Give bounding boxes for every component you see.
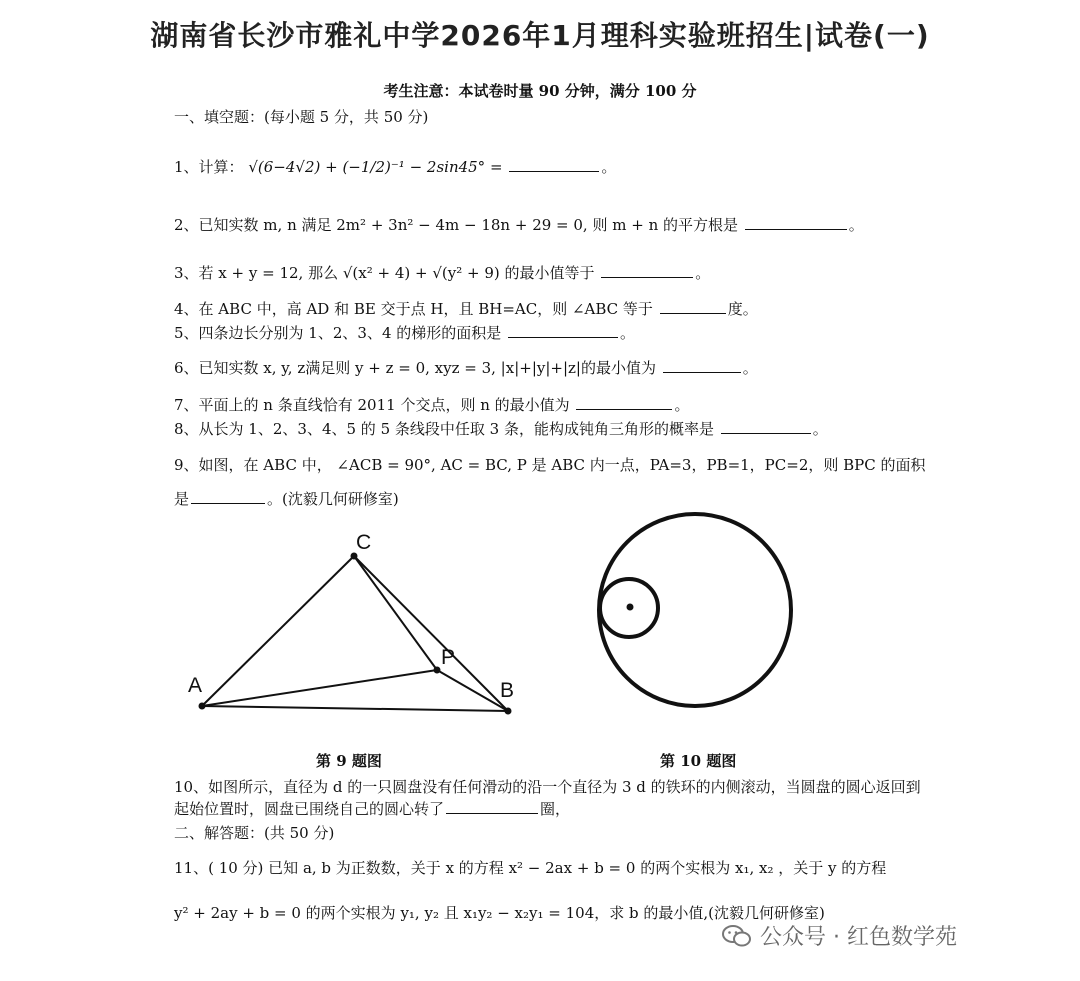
section-2-heading: 二、解答题：(共 50 分) bbox=[174, 824, 335, 842]
question-8-text: 8、从长为 1、2、3、4、5 的 5 条线段中任取 3 条，能构成钝角三角形的概率是 bbox=[174, 420, 714, 438]
question-10-line-2 bbox=[174, 798, 570, 819]
question-3-end: 。 bbox=[695, 264, 711, 282]
label-A: A bbox=[188, 674, 203, 697]
point-B bbox=[505, 708, 512, 715]
question-3 bbox=[174, 262, 710, 283]
point-P bbox=[434, 667, 441, 674]
question-11-line-1: 11、( 10 分) 已知 a, b 为正数数，关于 x 的方程 x² − 2ax + b = 0 的两个实根为 x₁, x₂ ，关于 y 的方程 bbox=[174, 859, 887, 877]
watermark bbox=[722, 920, 957, 951]
question-5 bbox=[174, 322, 635, 343]
question-9-line-1: 9、如图，在 ABC 中， ∠ACB = 90°, AC = BC, P 是 ABC 内一点，PA=3，PB=1，PC=2，则 BPC 的面积 bbox=[174, 456, 926, 474]
answer-blank bbox=[601, 263, 693, 278]
exam-notice: 考生注意：本试卷时量 90 分钟，满分 100 分 bbox=[383, 82, 697, 100]
answer-blank bbox=[509, 157, 599, 172]
segment-AB bbox=[202, 706, 508, 711]
question-3-text: 3、若 x + y = 12, 那么 √(x² + 4) + √(y² + 9) 的最小值等于 bbox=[174, 264, 595, 282]
section-1-heading: 一、填空题：(每小题 5 分，共 50 分) bbox=[174, 108, 429, 126]
question-1-end: 。 bbox=[601, 158, 617, 176]
segment-AC bbox=[202, 556, 354, 706]
label-P: P bbox=[441, 646, 456, 669]
figure-9-caption: 第 9 题图 bbox=[316, 752, 382, 770]
question-2 bbox=[174, 214, 864, 235]
question-9-source: 。(沈毅几何研修室) bbox=[267, 490, 399, 508]
segment-CB bbox=[354, 556, 508, 711]
question-10-line-1: 10、如图所示，直径为 d 的一只圆盘没有任何滑动的沿一个直径为 3 d 的铁环的内侧滚动，当圆盘的圆心返回到 bbox=[174, 778, 921, 796]
question-4-end: 度。 bbox=[727, 300, 758, 318]
wechat-icon bbox=[722, 925, 752, 947]
question-5-text: 5、四条边长分别为 1、2、3、4 的梯形的面积是 bbox=[174, 324, 502, 342]
disc-center bbox=[627, 604, 634, 611]
question-4 bbox=[174, 298, 758, 319]
question-1-expression: √(6−4√2) + (−1/2)⁻¹ − 2sin45° = bbox=[248, 158, 503, 176]
question-1-label: 1、计算： bbox=[174, 158, 244, 176]
question-4-text: 4、在 ABC 中，高 AD 和 BE 交于点 H，且 BH=AC，则 ∠ABC 等于 bbox=[174, 300, 653, 318]
question-9-answer-label: 是 bbox=[174, 490, 190, 508]
answer-blank bbox=[191, 489, 265, 504]
question-10-text: 起始位置时，圆盘已围绕自己的圆心转了 bbox=[174, 800, 445, 818]
answer-blank bbox=[721, 419, 811, 434]
outer-ring bbox=[599, 514, 791, 706]
question-6-end: 。 bbox=[742, 359, 758, 377]
question-11-line-2: y² + 2ay + b = 0 的两个实根为 y₁, y₂ 且 x₁y₂ − x₂y₁ = 104，求 b 的最小值,(沈毅几何研修室) bbox=[174, 904, 825, 922]
question-7-text: 7、平面上的 n 条直线恰有 2011 个交点，则 n 的最小值为 bbox=[174, 396, 570, 414]
answer-blank bbox=[576, 395, 672, 410]
question-1 bbox=[174, 156, 616, 177]
question-6 bbox=[174, 357, 758, 378]
figure-9-triangle bbox=[180, 530, 520, 730]
label-B: B bbox=[500, 679, 515, 702]
label-C: C bbox=[356, 531, 372, 554]
question-7 bbox=[174, 394, 689, 415]
question-5-end: 。 bbox=[620, 324, 636, 342]
answer-blank bbox=[745, 215, 847, 230]
answer-blank bbox=[663, 358, 741, 373]
question-6-text: 6、已知实数 x, y, z满足则 y + z = 0, xyz = 3, |x|+|y|+|z|的最小值为 bbox=[174, 359, 656, 377]
page-title: 湖南省长沙市雅礼中学2026年1月理科实验班招生|试卷(一) bbox=[150, 19, 930, 52]
question-7-end: 。 bbox=[674, 396, 690, 414]
segment-AP bbox=[202, 670, 437, 706]
answer-blank bbox=[660, 299, 726, 314]
question-10-end: 圈， bbox=[540, 800, 571, 818]
answer-blank bbox=[508, 323, 618, 338]
question-2-end: 。 bbox=[848, 216, 864, 234]
answer-blank bbox=[446, 799, 538, 814]
question-8 bbox=[174, 418, 828, 439]
segment-CP bbox=[354, 556, 437, 670]
figure-10-circles bbox=[590, 508, 800, 718]
question-8-end: 。 bbox=[812, 420, 828, 438]
watermark-text: 公众号 · 红色数学苑 bbox=[760, 925, 957, 950]
figure-10-caption: 第 10 题图 bbox=[660, 752, 737, 770]
question-2-text: 2、已知实数 m, n 满足 2m² + 3n² − 4m − 18n + 29 = 0, 则 m + n 的平方根是 bbox=[174, 216, 738, 234]
question-9-line-2 bbox=[174, 488, 399, 509]
point-A bbox=[199, 703, 206, 710]
